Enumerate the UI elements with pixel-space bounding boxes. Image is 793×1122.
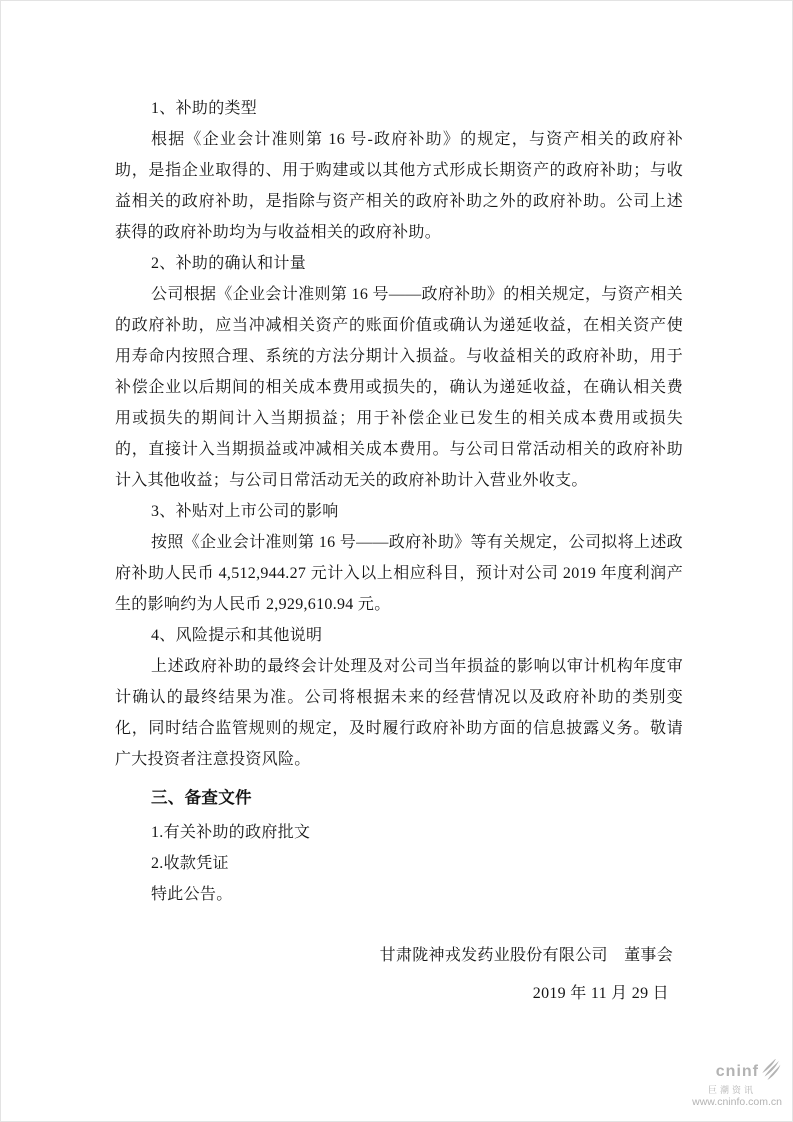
reference-doc-item-2: 2.收款凭证 <box>151 855 229 872</box>
section-4-heading: 4、风险提示和其他说明 <box>151 627 323 644</box>
section-3-paragraph: 按照《企业会计准则第 16 号——政府补助》等有关规定，公司拟将上述政府补助人民币 4,512,944.27 元计入以上相应科目，预计对公司 2019 年度利润产生的影响约为人民币 2,929,610.94 元。 <box>115 534 683 613</box>
cninfo-url: www.cninfo.com.cn <box>692 1096 782 1109</box>
cninfo-chinese-name: 巨潮资讯 <box>707 1084 756 1095</box>
section-2-paragraph: 公司根据《企业会计准则第 16 号——政府补助》的相关规定，与资产相关的政府补助，应当冲减相关资产的账面价值或确认为递延收益，在相关资产使用寿命内按照合理、系统的方法分期计入损益。与收益相关的政府补助，用于补偿企业以后期间的相关成本费用或损失的，确认为递延收益，在确认相关费用或损失的期间计入当期损益；用于补偿企业已发生的相关成本费用或损失的，直接计入当期损益或冲减相关成本费用。与公司日常活动相关的政府补助计入其他收益；与公司日常活动无关的政府补助计入营业外收支。 <box>115 286 683 489</box>
section-2-heading: 2、补助的确认和计量 <box>151 255 307 272</box>
section-1-paragraph: 根据《企业会计准则第 16 号-政府补助》的规定，与资产相关的政府补助，是指企业取得的、用于购建或以其他方式形成长期资产的政府补助；与收益相关的政府补助，是指除与资产相关的政府补助之外的政府补助。公司上述获得的政府补助均为与收益相关的政府补助。 <box>115 131 683 241</box>
signature-block <box>115 940 683 1009</box>
section-1-heading: 1、补助的类型 <box>151 100 258 117</box>
document-body <box>115 93 683 1009</box>
cninfo-watermark <box>692 1059 782 1109</box>
reference-docs-heading: 三、备查文件 <box>151 789 252 807</box>
signature-company: 甘肃陇神戎发药业股份有限公司 董事会 <box>379 947 673 964</box>
announcement-closing: 特此公告。 <box>151 886 233 903</box>
section-3-heading: 3、补贴对上市公司的影响 <box>151 503 339 520</box>
cninfo-swirl-icon <box>761 1059 782 1085</box>
reference-doc-item-1: 1.有关补助的政府批文 <box>151 824 311 841</box>
signature-date: 2019 年 11 月 29 日 <box>532 985 669 1002</box>
section-4-paragraph: 上述政府补助的最终会计处理及对公司当年损益的影响以审计机构年度审计确认的最终结果为准。公司将根据未来的经营情况以及政府补助的类别变化，同时结合监管规则的规定，及时履行政府补助方面的信息披露义务。敬请广大投资者注意投资风险。 <box>115 658 683 768</box>
cninfo-brand-text: cninf <box>715 1062 759 1080</box>
